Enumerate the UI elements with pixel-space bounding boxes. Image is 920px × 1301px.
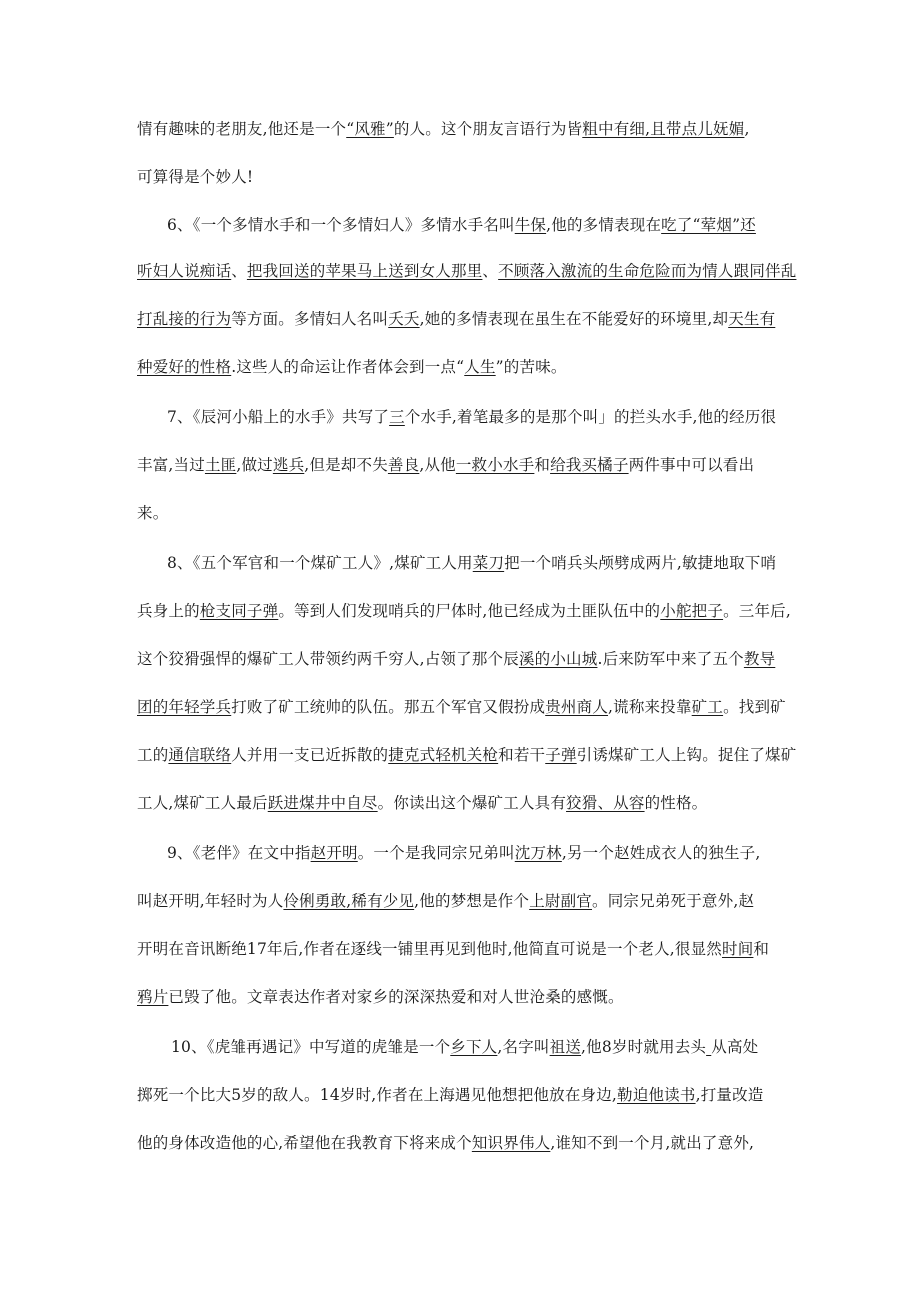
text-run: .后来防军中来了五个 [597, 650, 744, 668]
text-run: 把一个哨兵头颅劈成两片,敏捷地取下哨 [504, 554, 777, 572]
text-run: 。三年后, [723, 602, 792, 620]
underlined-answer: 菜刀 [472, 554, 505, 572]
text-run: 从高处 [711, 1038, 759, 1056]
underlined-answer: 狡猾、从容 [566, 794, 645, 812]
text-run: 工的 [137, 746, 169, 764]
text-run: 、 [482, 262, 499, 280]
underlined-answer: 一救小水手 [455, 456, 535, 474]
text-run: ”的苦味。 [495, 358, 567, 376]
text-line [137, 1036, 821, 1058]
text-run: 。找到矿 [723, 698, 786, 716]
text-run: 。等到人们发现哨兵的尸体时,他已经成为土匪队伍中的 [278, 602, 661, 620]
underlined-answer: 伶俐勇敢,稀有少见 [283, 892, 415, 910]
underlined-answer: 善良 [387, 456, 420, 474]
text-run: ,她的多情表现在虽生在不能爱好的环境里,却 [419, 310, 729, 328]
text-line [137, 986, 787, 1008]
text-run: 他的身体改造他的心,希望他在我教育下将来成个 [137, 1134, 472, 1152]
text-run: 兵身上的 [137, 602, 200, 620]
text-run: 9、《老伴》在文中指 [167, 844, 311, 862]
underlined-answer: 赵开明 [310, 844, 358, 862]
text-line [137, 260, 797, 282]
text-line [137, 356, 787, 378]
underlined-answer: 上尉副官 [529, 892, 593, 910]
text-run: 。同宗兄弟死于意外,赵 [592, 892, 755, 910]
underlined-answer: 人生 [464, 358, 496, 376]
underlined-answer: 乡下人 [450, 1038, 498, 1056]
text-run: 的人。这个朋友言语行为皆 [393, 120, 583, 138]
underlined-answer: 吃了“荤烟”还 [661, 216, 756, 234]
text-line [137, 792, 787, 814]
underlined-answer: 矿工 [691, 698, 724, 716]
text-run: ,他的多情表现在 [546, 216, 662, 234]
text-run: ,做过 [236, 456, 273, 474]
text-run: 人并用一支已近拆散的 [231, 746, 389, 764]
text-run: ,另一个赵姓成衣人的独生子, [561, 844, 761, 862]
text-run: 个水手,着笔最多的是那个叫」的拦头水手,他的经历很 [404, 408, 777, 426]
underlined-answer: 打乱接的行为 [137, 310, 232, 328]
text-run: 等方面。多情妇人名叫 [231, 310, 389, 328]
underlined-answer: 勒迫他读书 [617, 1086, 696, 1104]
text-run: 这个狡猾强悍的爆矿工人带领约两千穷人,占领了那个辰 [137, 650, 519, 668]
text-run: 两件事中可以看出 [628, 456, 755, 474]
text-line [137, 890, 787, 912]
text-line [137, 502, 787, 524]
text-line [137, 214, 817, 236]
underlined-answer: 溪的小山城 [518, 650, 598, 668]
text-run: 开明在音讯断绝17年后,作者在逐线一铺里再见到他时,他简直可说是一个老人,很显然 [137, 940, 723, 958]
underlined-answer: 给我买橘子 [550, 456, 629, 474]
text-line [137, 1084, 787, 1106]
underlined-answer: 鸦片 [137, 988, 169, 1006]
text-line [137, 600, 792, 622]
underlined-answer: 夭夭 [388, 310, 420, 328]
text-run: 8、《五个军官和一个煤矿工人》,煤矿工人用 [167, 554, 473, 572]
underlined-answer: 通信联络 [168, 746, 232, 764]
text-line [137, 406, 817, 428]
text-line [137, 308, 787, 330]
underlined-answer: 土匪 [204, 456, 237, 474]
text-run: 的性格。 [644, 794, 708, 812]
text-run: 丰富,当过 [137, 456, 205, 474]
text-run: 10、《虎雏再遇记》中写道的虎雏是一个 [171, 1038, 451, 1056]
text-run: 、 [231, 262, 247, 280]
underlined-answer: 跃进煤井中自尽 [267, 794, 378, 812]
underlined-answer: 天生有 [728, 310, 776, 328]
underlined-answer: 祖送 [549, 1038, 582, 1056]
underlined-answer: 子弹 [545, 746, 577, 764]
text-run: ,谁知不到一个月,就出了意外, [550, 1134, 755, 1152]
underlined-answer: 时间 [722, 940, 754, 958]
underlined-answer: 牛保 [514, 216, 547, 234]
underlined-answer: 枪支同子弹 [199, 602, 279, 620]
text-run: ,但是却不失 [304, 456, 388, 474]
underlined-answer: 听妇人说痴话 [137, 262, 232, 280]
text-line [137, 1132, 787, 1154]
underlined-answer: 三 [389, 408, 405, 426]
underlined-answer: 小舵把子 [660, 602, 724, 620]
text-run: 。你读出这个爆矿工人具有 [377, 794, 567, 812]
text-line [137, 648, 787, 670]
text-line [137, 696, 787, 718]
underlined-answer: 捷克式轻机关枪 [388, 746, 499, 764]
text-run: 6、《一个多情水手和一个多情妇人》多情水手名叫 [167, 216, 515, 234]
text-run: 和若干 [498, 746, 546, 764]
text-run: 叫赵开明,年轻时为人 [137, 892, 284, 910]
underlined-answer: 教导 [743, 650, 776, 668]
text-line [137, 842, 817, 864]
text-run: 。一个是我同宗兄弟叫 [357, 844, 515, 862]
text-line [137, 938, 787, 960]
text-run: ,打量改造 [695, 1086, 764, 1104]
text-run: ,从他 [419, 456, 456, 474]
text-run: ,他的梦想是作个 [414, 892, 530, 910]
underlined-answer: 逃兵 [272, 456, 305, 474]
text-run: 和 [753, 940, 770, 958]
underlined-answer: 团的年轻学兵 [137, 698, 232, 716]
text-run: 引诱煤矿工人上钩。捉住了煤矿 [576, 746, 797, 764]
text-line [137, 744, 797, 766]
text-run: .这些人的命运让作者体会到一点“ [231, 358, 465, 376]
text-run: 和 [534, 456, 551, 474]
text-run: , [744, 120, 750, 138]
text-run: 工人,煤矿工人最后 [137, 794, 268, 812]
underlined-answer: 沈万林 [514, 844, 562, 862]
text-run: ,谎称来投靠 [608, 698, 692, 716]
text-run: 掷死一个比大5岁的敌人。14岁时,作者在上海遇见他想把他放在身边, [137, 1086, 618, 1104]
text-line [137, 118, 787, 140]
text-run: ,他8岁时就用去头 [581, 1038, 707, 1056]
text-run: ,名字叫 [497, 1038, 550, 1056]
underlined-answer: “风雅” [346, 120, 394, 138]
text-run: 打败了矿工统帅的队伍。那五个军官又假扮成 [231, 698, 546, 716]
underlined-answer: 粗中有细,且带点儿妩媚 [582, 120, 745, 138]
underlined-answer: 种爱好的性格 [137, 358, 232, 376]
text-line [137, 552, 817, 574]
text-run: 情有趣味的老朋友,他还是一个 [137, 120, 347, 138]
underlined-answer: 知识界伟人 [471, 1134, 551, 1152]
text-run: 7、《辰河小船上的水手》共写了 [167, 408, 390, 426]
underlined-answer: 把我回送的苹果马上送到女人那里 [246, 262, 483, 280]
text-run: 来。 [137, 504, 169, 522]
text-line [137, 454, 787, 476]
underlined-answer: 贵州商人 [545, 698, 609, 716]
text-run: 可算得是个妙人! [137, 168, 254, 186]
text-run: 已毁了他。文章表达作者对家乡的深深热爱和对人世沧桑的感慨。 [168, 988, 624, 1006]
underlined-answer: 不顾落入激流的生命危险而为情人跟同伴乱 [498, 262, 797, 280]
text-line [137, 166, 787, 188]
